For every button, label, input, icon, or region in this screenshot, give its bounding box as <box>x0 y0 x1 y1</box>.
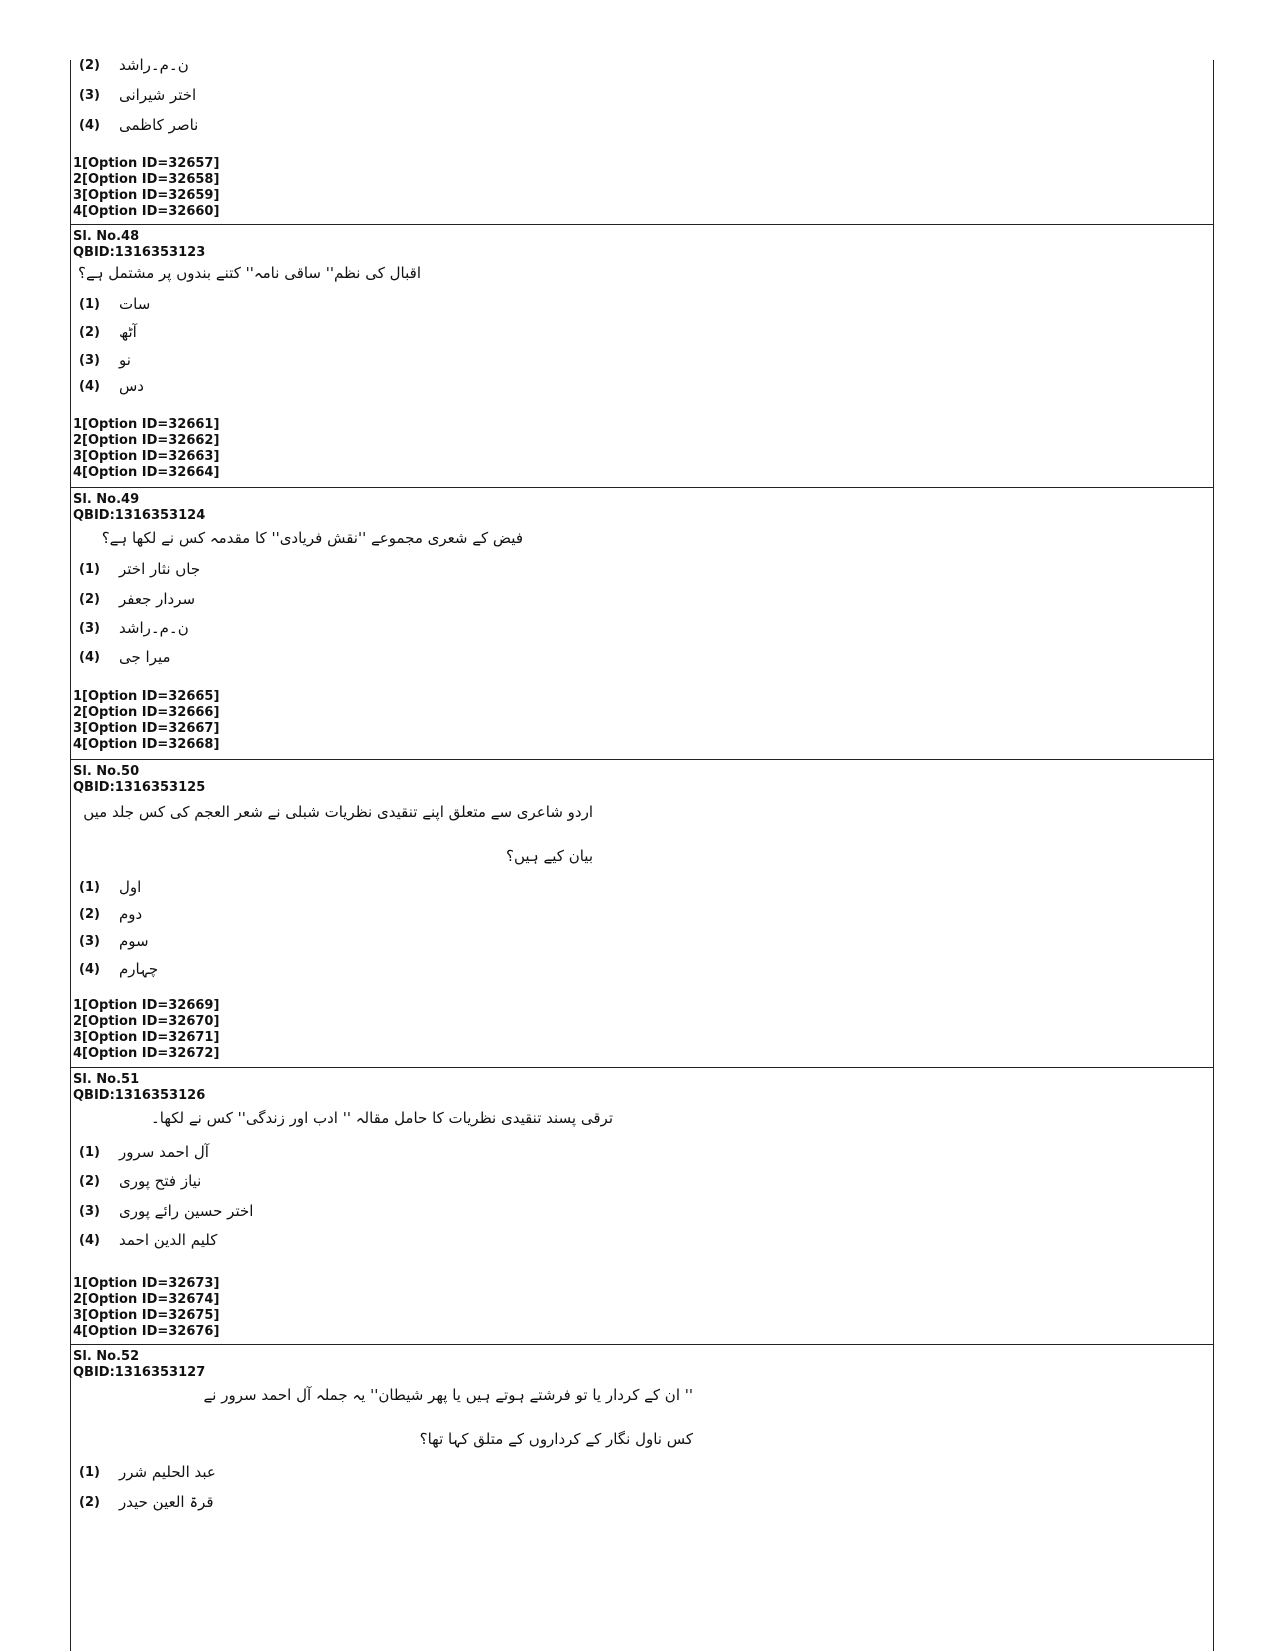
option-text: چہارم <box>119 960 159 978</box>
option-number: (4) <box>79 1233 100 1248</box>
option-text: اختر حسین رائے پوری <box>119 1202 254 1220</box>
option-id: 1[Option ID=32673] <box>73 1276 220 1291</box>
option-text: ناصر کاظمی <box>119 116 199 134</box>
qbid: QBID:1316353126 <box>73 1088 206 1103</box>
option-number: (1) <box>79 880 100 895</box>
serial-number: Sl. No.48 <box>73 229 140 244</box>
option-text: آٹھ <box>119 323 137 341</box>
option-number: (3) <box>79 934 100 949</box>
option-text: میرا جی <box>119 648 171 666</box>
option-id: 1[Option ID=32669] <box>73 998 220 1013</box>
option-id-list <box>73 417 219 481</box>
question-text: ترقی پسند تنقیدی نظریات کا حامل مقالہ '' ادب اور زندگی'' کس نے لکھا۔ <box>150 1109 613 1127</box>
option-id-list <box>73 1276 219 1340</box>
option-id: 3[Option ID=32663] <box>73 449 220 464</box>
option-id: 1[Option ID=32665] <box>73 689 220 704</box>
option-number: (3) <box>79 621 100 636</box>
option-text: قرۃ العین حیدر <box>119 1493 214 1511</box>
option-text: نو <box>119 351 131 369</box>
option-number: (3) <box>79 1204 100 1219</box>
option-text: ن۔م۔راشد <box>119 56 189 74</box>
qbid: QBID:1316353125 <box>73 780 206 795</box>
option-id: 4[Option ID=32672] <box>73 1046 220 1061</box>
option-text: اختر شیرانی <box>119 86 197 104</box>
qbid: QBID:1316353127 <box>73 1365 206 1380</box>
option-id: 3[Option ID=32675] <box>73 1308 220 1323</box>
option-id: 3[Option ID=32659] <box>73 188 220 203</box>
question-block <box>71 488 1213 760</box>
qbid: QBID:1316353124 <box>73 508 206 523</box>
option-text: آل احمد سرور <box>119 1143 209 1161</box>
question-text: '' ان کے کردار یا تو فرشتے ہوتے ہیں یا پھر شیطان'' یہ جملہ آل احمد سرور نے <box>203 1386 693 1404</box>
question-block <box>71 56 1213 225</box>
option-id: 2[Option ID=32674] <box>73 1292 220 1307</box>
option-number: (4) <box>79 650 100 665</box>
option-id: 1[Option ID=32657] <box>73 156 220 171</box>
question-text-line-2: بیان کیے ہیں؟ <box>506 847 593 865</box>
serial-number: Sl. No.52 <box>73 1349 140 1364</box>
question-text: اردو شاعری سے متعلق اپنے تنقیدی نظریات شبلی نے شعر العجم کی کس جلد میں <box>83 803 593 821</box>
option-text: اول <box>119 878 142 896</box>
option-id: 2[Option ID=32662] <box>73 433 220 448</box>
option-text: سات <box>119 295 151 313</box>
serial-number: Sl. No.50 <box>73 764 140 779</box>
question-block <box>71 1345 1213 1651</box>
option-id: 3[Option ID=32671] <box>73 1030 220 1045</box>
option-text: نیاز فتح پوری <box>119 1172 202 1190</box>
option-id: 4[Option ID=32664] <box>73 465 220 480</box>
option-id: 1[Option ID=32661] <box>73 417 220 432</box>
option-id: 4[Option ID=32668] <box>73 737 220 752</box>
option-number: (1) <box>79 562 100 577</box>
option-number: (3) <box>79 88 100 103</box>
option-number: (4) <box>79 379 100 394</box>
option-id-list <box>73 689 219 753</box>
option-id: 4[Option ID=32676] <box>73 1324 220 1339</box>
option-text: کلیم الدین احمد <box>119 1231 218 1249</box>
option-number: (2) <box>79 58 100 73</box>
option-number: (2) <box>79 592 100 607</box>
option-number: (3) <box>79 353 100 368</box>
option-text: جاں نثار اختر <box>119 560 201 578</box>
option-number: (1) <box>79 297 100 312</box>
option-id: 2[Option ID=32666] <box>73 705 220 720</box>
option-id: 3[Option ID=32667] <box>73 721 220 736</box>
serial-number: Sl. No.51 <box>73 1072 140 1087</box>
option-id: 2[Option ID=32658] <box>73 172 220 187</box>
serial-number: Sl. No.49 <box>73 492 140 507</box>
question-text-line-2: کس ناول نگار کے کرداروں کے متلق کہا تھا؟ <box>419 1430 693 1448</box>
option-text: عبد الحلیم شرر <box>119 1463 216 1481</box>
option-id: 4[Option ID=32660] <box>73 204 220 219</box>
option-id: 2[Option ID=32670] <box>73 1014 220 1029</box>
question-block <box>71 1068 1213 1345</box>
option-number: (2) <box>79 325 100 340</box>
option-number: (2) <box>79 1495 100 1510</box>
question-text: فیض کے شعری مجموعے ''نقش فریادی'' کا مقدمہ کس نے لکھا ہے؟ <box>101 529 523 547</box>
option-text: سردار جعفر <box>119 590 196 608</box>
option-text: ن۔م۔راشد <box>119 619 189 637</box>
question-block <box>71 760 1213 1068</box>
option-number: (1) <box>79 1465 100 1480</box>
option-text: دوم <box>119 905 143 923</box>
question-text: اقبال کی نظم'' ساقی نامہ'' کتنے بندوں پر مشتمل ہے؟ <box>77 264 421 282</box>
question-sheet <box>70 56 1214 1651</box>
qbid: QBID:1316353123 <box>73 245 206 260</box>
option-text: دس <box>119 377 144 395</box>
option-number: (4) <box>79 118 100 133</box>
option-number: (1) <box>79 1145 100 1160</box>
option-number: (4) <box>79 962 100 977</box>
option-text: سوم <box>119 932 149 950</box>
option-id-list <box>73 998 219 1062</box>
option-number: (2) <box>79 1174 100 1189</box>
question-block <box>71 225 1213 488</box>
option-number: (2) <box>79 907 100 922</box>
option-id-list <box>73 156 219 220</box>
